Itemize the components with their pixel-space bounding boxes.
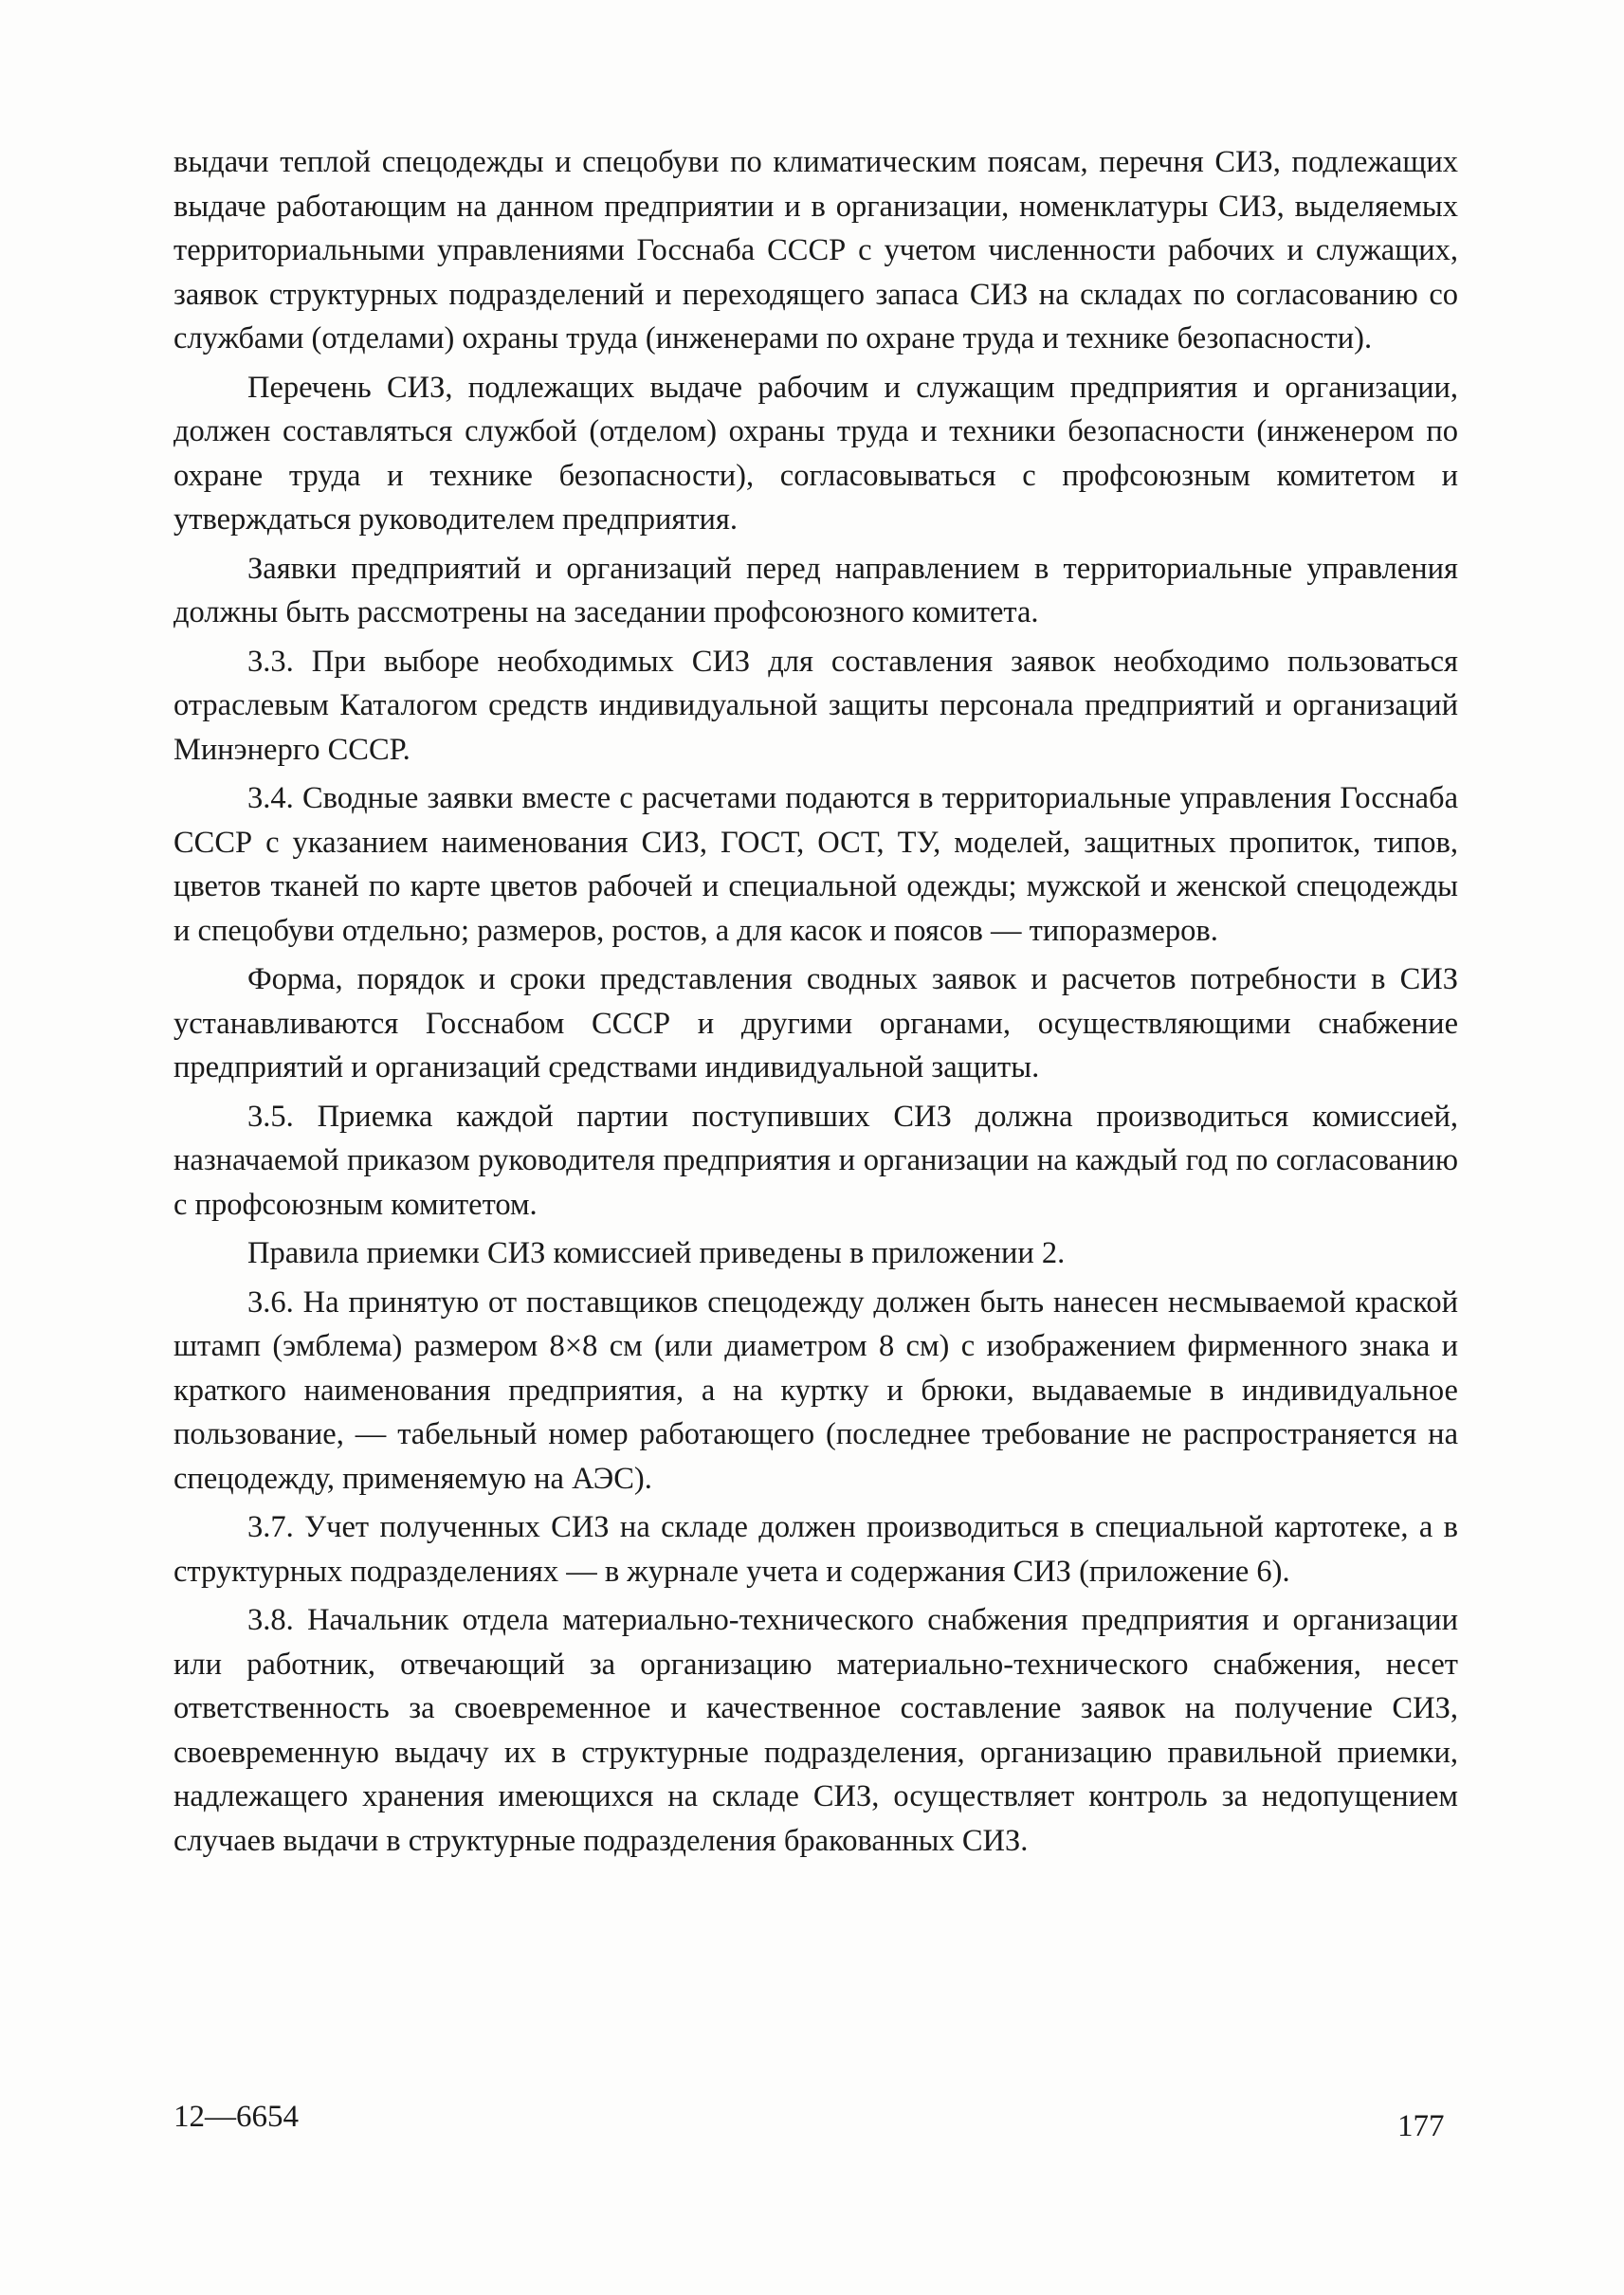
paragraph-3-4: 3.4. Сводные заявки вместе с расчетами подаются в территориальные управления Госснаба СССР с указанием наименования СИЗ, ГОСТ, ОСТ, ТУ, моделей, защитных пропиток, типов, цветов тканей по карте цветов рабочей и специальной одежды; мужской и женской спецодежды и спецобуви отдельно; размеров, ростов, а для касок и поясов — типоразмеров.: [173, 781, 1458, 948]
printer-signature: 12—6654: [173, 2100, 299, 2134]
paragraph-3-5: 3.5. Приемка каждой партии поступивших СИЗ должна производиться комиссией, назначаемой приказом руководителя предприятия и организации на каждый год по согласованию с профсоюзным комитетом.: [173, 1099, 1458, 1222]
paragraph-siz-list: Перечень СИЗ, подлежащих выдаче рабочим и служащим предприятия и организации, должен составляться службой (отделом) охраны труда и техники безопасности (инженером по охране труда и технике безопасности), согласовываться с профсоюзным комитетом и утверждаться руководителем предприятия.: [173, 370, 1458, 537]
paragraph-continuation: выдачи теплой спецодежды и спецобуви по климатическим поясам, перечня СИЗ, подлежащих выдаче работающим на данном предприятии и в организации, номенклатуры СИЗ, выделяемых территориальными управлениями Госснаба СССР с учетом численности рабочих и служащих, заявок структурных подразделений и переходящего запаса СИЗ на складах по согласованию со службами (отделами) охраны труда (инженерами по охране труда и технике безопасности).: [173, 145, 1458, 355]
paragraph-acceptance-rules: Правила приемки СИЗ комиссией приведены в приложении 2.: [247, 1236, 1066, 1270]
body-text: [173, 140, 1458, 1867]
paragraph-form-order: Форма, порядок и сроки представления сводных заявок и расчетов потребности в СИЗ устанавливаются Госснабом СССР и другими органами, осуществляющими снабжение предприятий и организаций средствами индивидуальной защиты.: [173, 962, 1458, 1084]
page-number: 177: [1397, 2109, 1445, 2143]
paragraph-3-6: 3.6. На принятую от поставщиков спецодежду должен быть нанесен несмываемой краской штамп (эмблема) размером 8×8 см (или диаметром 8 см) с изображением фирменного знака и краткого наименования предприятия, а на куртку и брюки, выдаваемые в индивидуальное пользование, — табельный номер работающего (последнее требование не распространяется на спецодежду, применяемую на АЭС).: [173, 1284, 1458, 1496]
paragraph-3-7: 3.7. Учет полученных СИЗ на складе должен производиться в специальной картотеке, а в структурных подразделениях — в журнале учета и содержания СИЗ (приложение 6).: [173, 1510, 1458, 1589]
paragraph-3-3: 3.3. При выборе необходимых СИЗ для составления заявок необходимо пользоваться отраслевым Каталогом средств индивидуальной защиты персонала предприятий и организаций Минэнерго СССР.: [173, 644, 1458, 767]
paragraph-3-8: 3.8. Начальник отдела материально-технического снабжения предприятия и организации или работник, отвечающий за организацию материально-технического снабжения, несет ответственность за своевременное и качественное составление заявок на получение СИЗ, своевременную выдачу их в структурные подразделения, организацию правильной приемки, надлежащего хранения имеющихся на складе СИЗ, осуществляет контроль за недопущением случаев выдачи в структурные подразделения бракованных СИЗ.: [173, 1603, 1458, 1858]
paragraph-applications: Заявки предприятий и организаций перед направлением в территориальные управления должны быть рассмотрены на заседании профсоюзного комитета.: [173, 551, 1458, 629]
